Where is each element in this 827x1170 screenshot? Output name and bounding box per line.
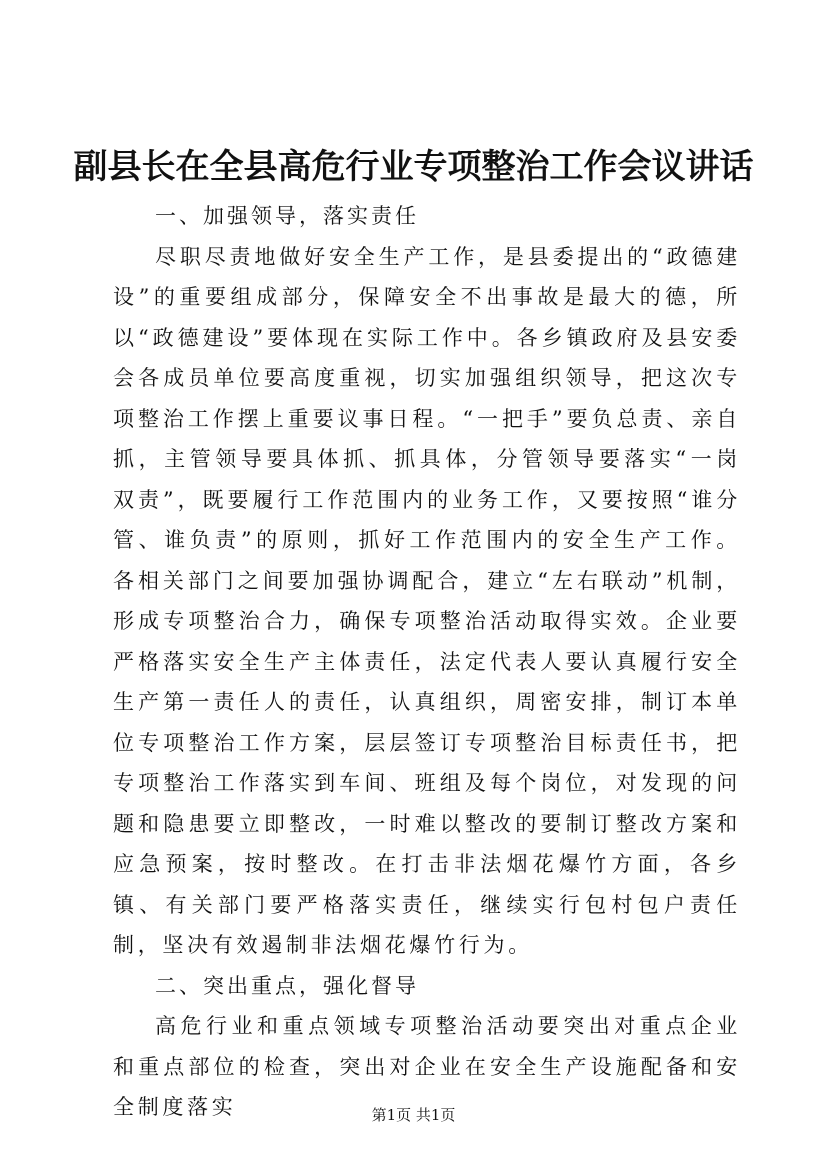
body-paragraph-1: 尽职尽责地做好安全生产工作，是县委提出的“政德建设”的重要组成部分，保障安全不出事故是最大的德，所以“政德建设”要体现在实际工作中。各乡镇政府及县安委会各成员单位要高度重视，切实加强组织领导，把这次专项整治工作摆上重要议事日程。“一把手”要负总责、亲自抓，主管领导要具体抓、抓具体，分管领导要落实“一岗双责”，既要履行工作范围内的业务工作，又要按照“谁分管、谁负责”的原则，抓好工作范围内的安全生产工作。各相关部门之间要加强协调配合，建立“左右联动”机制，形成专项整治合力，确保专项整治活动取得实效。企业要严格落实安全生产主体责任，法定代表人要认真履行安全生产第一责任人的责任，认真组织，周密安排，制订本单位专项整治工作方案，层层签订专项整治目标责任书，把专项整治工作落实到车间、班组及每个岗位，对发现的问题和隐患要立即整改，一时难以整改的要制订整改方案和应急预案，按时整改。在打击非法烟花爆竹方面，各乡镇、有关部门要严格落实责任，继续实行包村包户责任制，坚决有效遏制非法烟花爆竹行为。 [113,244,741,957]
document-body [113,196,741,1128]
section-heading-1: 一、加强领导，落实责任 [155,204,419,228]
document-title: 副县长在全县高危行业专项整治工作会议讲话 [73,147,754,187]
body-paragraph-2: 高危行业和重点领域专项整治活动要突出对重点企业和重点部位的检查，突出对企业在安全生产设施配备和安全制度落实 [113,1014,741,1119]
section-heading-2: 二、突出重点，强化督导 [155,973,419,998]
page-footer: 第1页 共1页 [371,1106,456,1124]
